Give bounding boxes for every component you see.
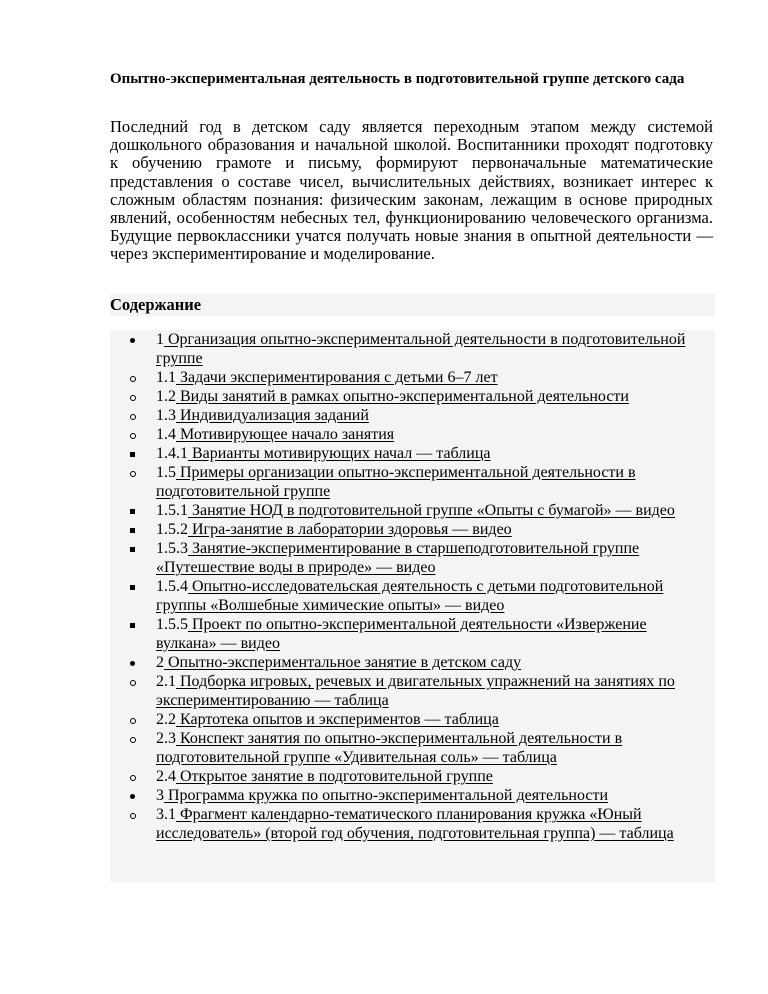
toc-item-link[interactable]: Картотека опытов и экспериментов — таблица bbox=[176, 711, 499, 728]
toc-item-number: 2.4 bbox=[156, 768, 176, 785]
toc-item bbox=[110, 425, 715, 444]
article-title: Опытно-экспериментальная деятельность в подготовительной группе детского сада bbox=[110, 71, 685, 87]
bullet-circle-icon bbox=[110, 406, 154, 425]
toc-item-link[interactable]: Организация опытно-экспериментальной деятельности в подготовительной группе bbox=[156, 331, 686, 367]
bullet-square-icon bbox=[110, 501, 154, 520]
toc-item bbox=[110, 710, 715, 729]
toc-item bbox=[110, 786, 715, 805]
toc-item-link[interactable]: Проект по опытно-экспериментальной деятельности «Извержение вулкана» — видео bbox=[156, 616, 647, 652]
toc-item-number: 1 bbox=[156, 331, 164, 348]
toc-item-number: 1.5.5 bbox=[156, 616, 188, 633]
toc-heading: Содержание bbox=[110, 294, 715, 316]
toc-item-number: 1.1 bbox=[156, 369, 176, 386]
toc-item bbox=[110, 767, 715, 786]
toc-item bbox=[110, 615, 715, 653]
toc-item-number: 1.5 bbox=[156, 464, 176, 481]
bullet-disc-icon bbox=[110, 330, 154, 349]
toc-item-link[interactable]: Мотивирующее начало занятия bbox=[176, 426, 395, 443]
toc-item bbox=[110, 406, 715, 425]
toc-item-number: 1.5.4 bbox=[156, 578, 188, 595]
toc-item-link[interactable]: Занятие-экспериментирование в старшеподготовительной группе «Путешествие воды в природе» — видео bbox=[156, 540, 640, 576]
toc-item-number: 1.5.3 bbox=[156, 540, 188, 557]
toc-item bbox=[110, 729, 715, 767]
toc-item bbox=[110, 368, 715, 387]
toc-item bbox=[110, 501, 715, 520]
toc-item-number: 1.4 bbox=[156, 426, 176, 443]
toc-item-number: 2 bbox=[156, 654, 164, 671]
bullet-disc-icon bbox=[110, 786, 154, 805]
intro-paragraph: Последний год в детском саду является переходным этапом между системой дошкольного образования и начальной школой. Воспитанники проходят подготовку к обучению грамоте и письму, формируют первоначальные математические представления о составе чисел, вычислительных действиях, возникает интерес к сложным областям познания: физическим законам, лежащим в основе природных явлений, особенностям небесных тел, функционированию человеческого организма. Будущие первоклассники учатся получать новые знания в опытной деятельности — через экспериментирование и моделирование. bbox=[110, 117, 713, 264]
bullet-circle-icon bbox=[110, 710, 154, 729]
toc-item-number: 1.3 bbox=[156, 407, 176, 424]
toc-item-number: 3.1 bbox=[156, 806, 176, 823]
bullet-square-icon bbox=[110, 577, 154, 596]
toc-item bbox=[110, 653, 715, 672]
toc-item-link[interactable]: Открытое занятие в подготовительной группе bbox=[176, 768, 493, 785]
bullet-circle-icon bbox=[110, 805, 154, 824]
table-of-contents bbox=[110, 330, 715, 882]
bullet-circle-icon bbox=[110, 425, 154, 444]
toc-item-number: 2.3 bbox=[156, 730, 176, 747]
bullet-square-icon bbox=[110, 615, 154, 634]
toc-item-number: 1.2 bbox=[156, 388, 176, 405]
toc-item-link[interactable]: Опытно-экспериментальное занятие в детском саду bbox=[164, 654, 522, 671]
toc-item bbox=[110, 463, 715, 501]
bullet-square-icon bbox=[110, 539, 154, 558]
toc-item bbox=[110, 387, 715, 406]
toc-item-link[interactable]: Опытно-исследовательская деятельность с детьми подготовительной группы «Волшебные химические опыты» — видео bbox=[156, 578, 664, 614]
toc-item-number: 3 bbox=[156, 787, 164, 804]
bullet-circle-icon bbox=[110, 463, 154, 482]
toc-item-link[interactable]: Варианты мотивирующих начал — таблица bbox=[188, 445, 491, 462]
toc-item bbox=[110, 444, 715, 463]
toc-item-number: 1.5.1 bbox=[156, 502, 188, 519]
toc-item-link[interactable]: Конспект занятия по опытно-экспериментальной деятельности в подготовительной группе «Удивительная соль» — таблица bbox=[156, 730, 623, 766]
bullet-circle-icon bbox=[110, 767, 154, 786]
toc-item-number: 1.4.1 bbox=[156, 445, 188, 462]
bullet-circle-icon bbox=[110, 387, 154, 406]
bullet-circle-icon bbox=[110, 368, 154, 387]
bullet-disc-icon bbox=[110, 653, 154, 672]
bullet-circle-icon bbox=[110, 729, 154, 748]
toc-item bbox=[110, 805, 715, 843]
toc-item-number: 2.2 bbox=[156, 711, 176, 728]
bullet-circle-icon bbox=[110, 672, 154, 691]
toc-item-link[interactable]: Задачи экспериментирования с детьми 6–7 лет bbox=[176, 369, 498, 386]
toc-item-link[interactable]: Программа кружка по опытно-экспериментальной деятельности bbox=[164, 787, 609, 804]
toc-item-link[interactable]: Фрагмент календарно-тематического планирования кружка «Юный исследователь» (второй год обучения, подготовительная группа) — таблица bbox=[156, 806, 674, 842]
toc-item-link[interactable]: Занятие НОД в подготовительной группе «Опыты с бумагой» — видео bbox=[188, 502, 675, 519]
toc-item-link[interactable]: Индивидуализация заданий bbox=[176, 407, 369, 424]
bullet-square-icon bbox=[110, 444, 154, 463]
toc-item bbox=[110, 330, 715, 368]
toc-item-link[interactable]: Игра-занятие в лаборатории здоровья — видео bbox=[188, 521, 512, 538]
toc-item bbox=[110, 672, 715, 710]
toc-item bbox=[110, 577, 715, 615]
toc-item-number: 2.1 bbox=[156, 673, 176, 690]
bullet-square-icon bbox=[110, 520, 154, 539]
toc-item-link[interactable]: Примеры организации опытно-экспериментальной деятельности в подготовительной группе bbox=[156, 464, 636, 500]
toc-item-link[interactable]: Виды занятий в рамках опытно-экспериментальной деятельности bbox=[176, 388, 629, 405]
toc-item bbox=[110, 520, 715, 539]
toc-item bbox=[110, 539, 715, 577]
toc-item-number: 1.5.2 bbox=[156, 521, 188, 538]
toc-item-link[interactable]: Подборка игровых, речевых и двигательных упражнений на занятиях по экспериментированию — таблица bbox=[156, 673, 675, 709]
